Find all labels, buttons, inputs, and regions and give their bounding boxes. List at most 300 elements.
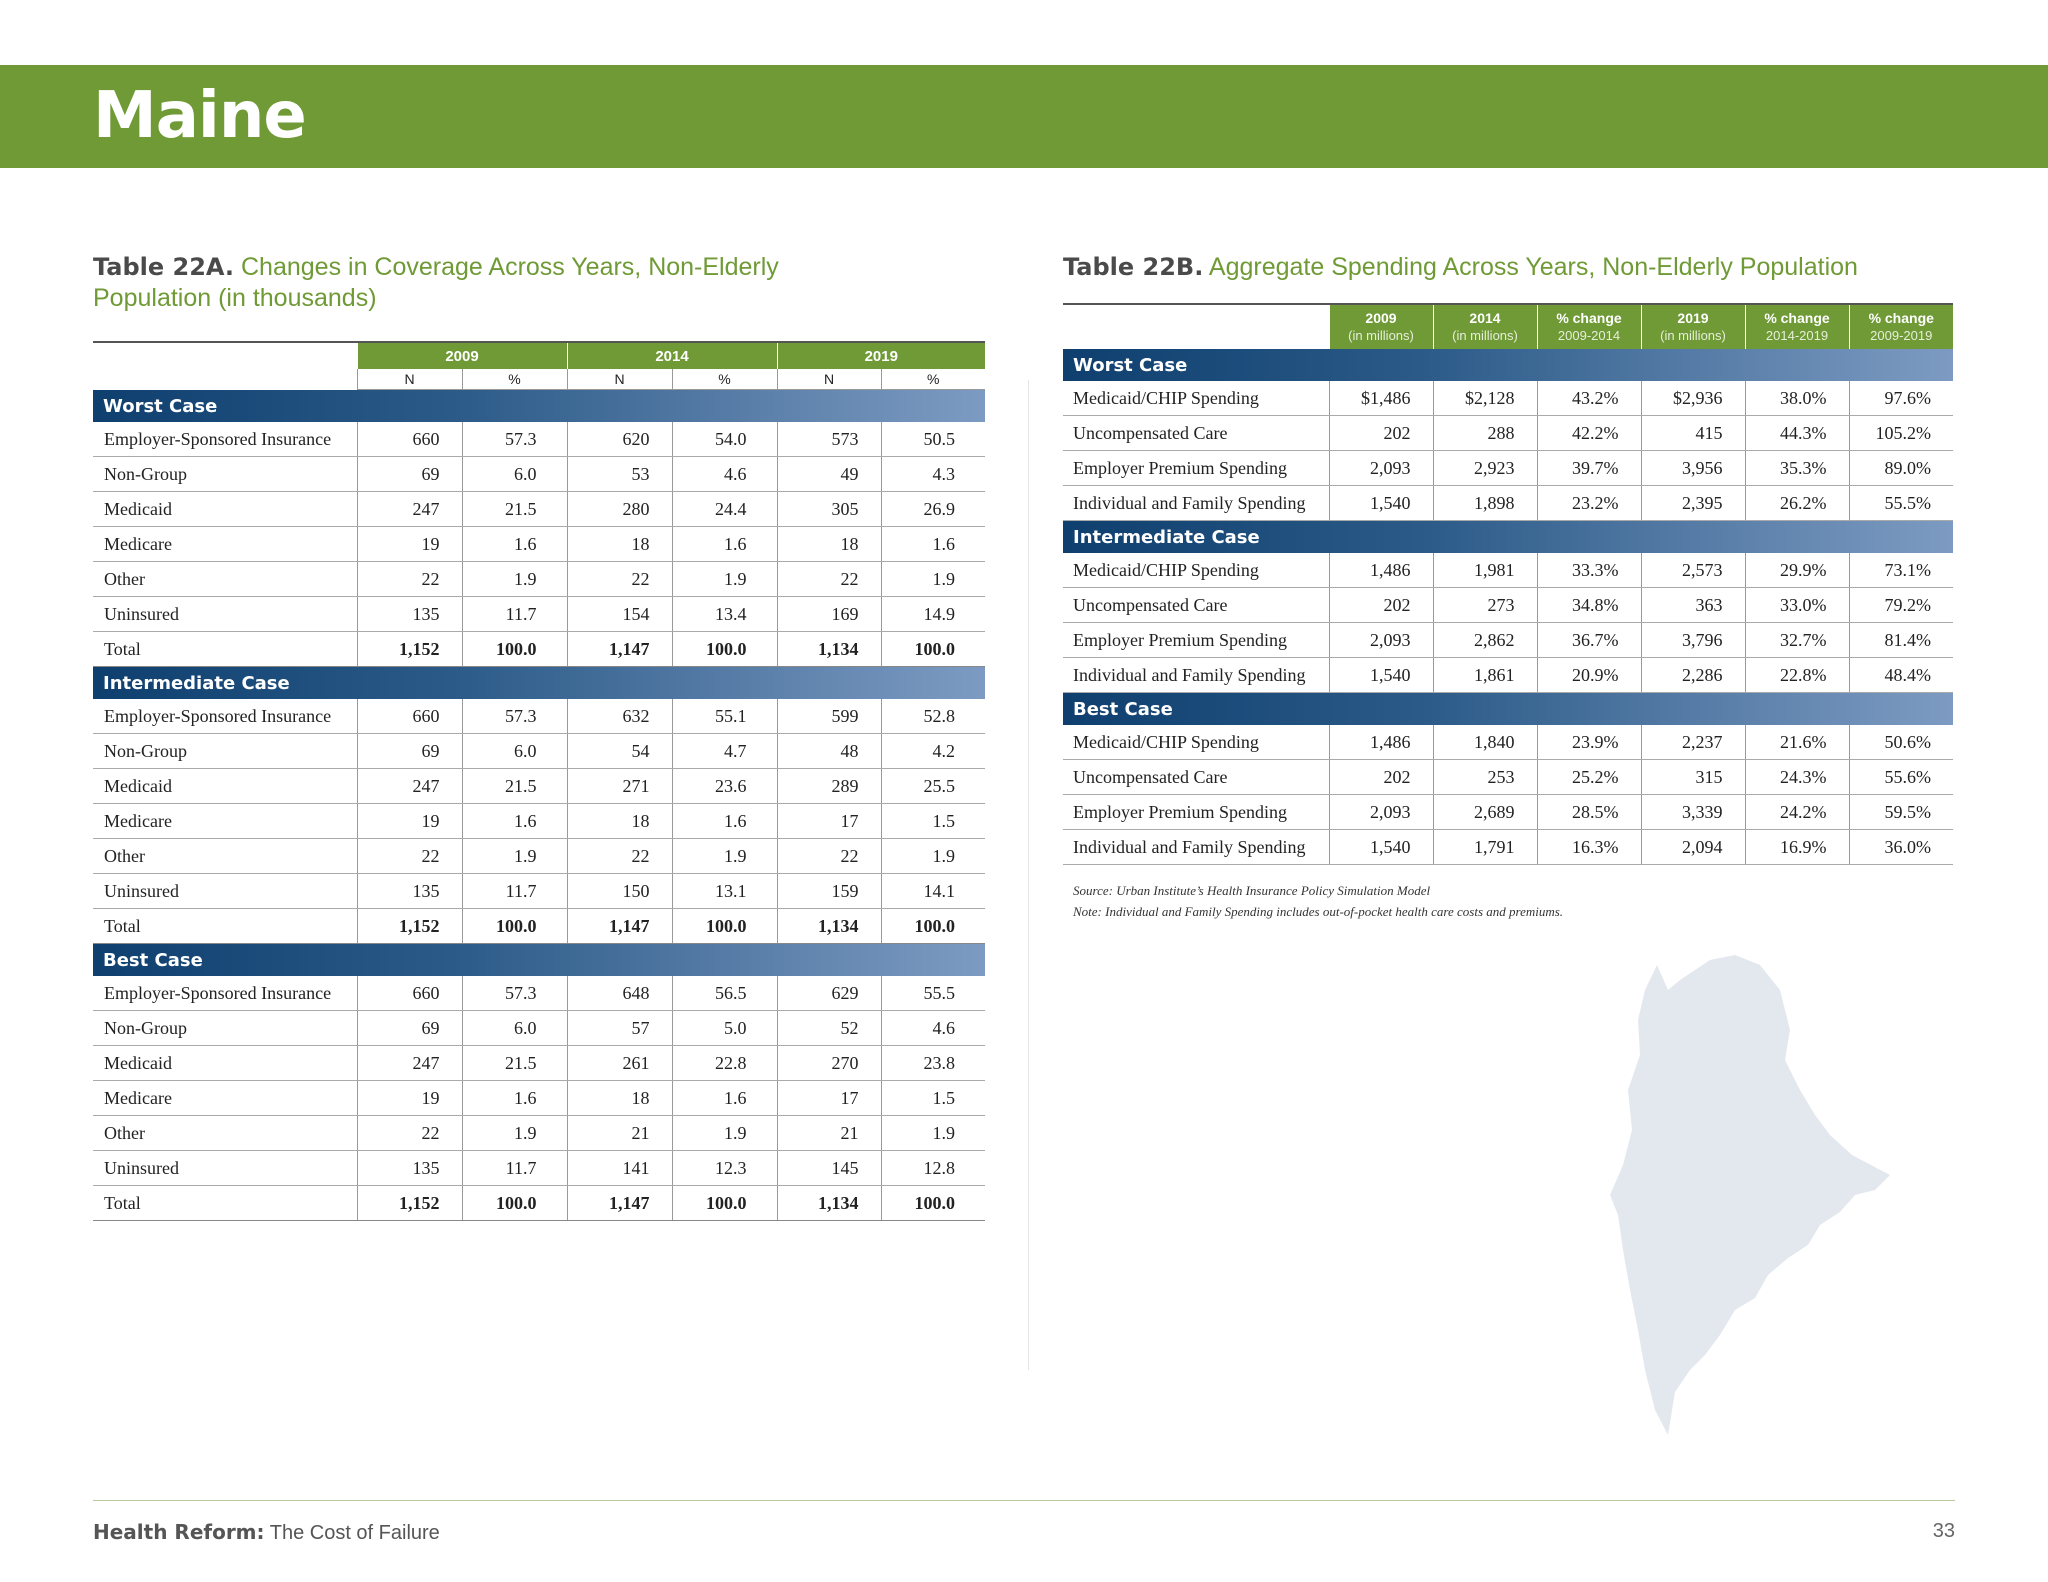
table-cell: 25.5: [881, 769, 985, 804]
table-cell: 2,093: [1329, 451, 1433, 486]
table-row: [93, 492, 985, 527]
column-header: [1329, 304, 1433, 349]
table-cell: 100.0: [881, 909, 985, 944]
table-cell: 1.5: [881, 1081, 985, 1116]
table-cell: 12.3: [672, 1151, 777, 1186]
footer-publication-rest: The Cost of Failure: [264, 1522, 440, 1544]
table-cell: 16.3%: [1537, 830, 1641, 865]
table-cell: 29.9%: [1745, 553, 1849, 588]
table-cell: 660: [357, 422, 462, 457]
table-cell: 13.1: [672, 874, 777, 909]
table-cell: 1.5: [881, 804, 985, 839]
column-header-line2: 2009-2019: [1870, 328, 1933, 343]
table-cell: 169: [777, 597, 881, 632]
table-cell: 1.9: [881, 839, 985, 874]
table-cell: 4.3: [881, 457, 985, 492]
table-cell: 2,237: [1641, 725, 1745, 760]
table-cell: 415: [1641, 416, 1745, 451]
table-cell: 1,861: [1433, 658, 1537, 693]
row-label: Non-Group: [93, 1011, 357, 1046]
table-row: [93, 457, 985, 492]
source-note: Source: Urban Institute’s Health Insurance Policy Simulation Model: [1073, 883, 1431, 898]
table-cell: 23.2%: [1537, 486, 1641, 521]
table-row: [1063, 725, 1953, 760]
table-cell: 22.8%: [1745, 658, 1849, 693]
table-cell: 135: [357, 874, 462, 909]
row-label: Medicaid/CHIP Spending: [1063, 725, 1329, 760]
table-cell: 573: [777, 422, 881, 457]
subheader-blank: [93, 369, 357, 390]
column-header: [1745, 304, 1849, 349]
year-header-row: [93, 342, 985, 369]
table-cell: 57: [567, 1011, 672, 1046]
table-cell: 22: [777, 562, 881, 597]
table-cell: 6.0: [462, 457, 567, 492]
table-cell: 28.5%: [1537, 795, 1641, 830]
table-row: [1063, 451, 1953, 486]
table-row: [1063, 623, 1953, 658]
table-row: [93, 1046, 985, 1081]
row-label: Non-Group: [93, 457, 357, 492]
table-cell: 599: [777, 699, 881, 734]
table-cell: 660: [357, 976, 462, 1011]
state-title: Maine: [93, 79, 306, 153]
table-cell: 1,540: [1329, 658, 1433, 693]
table-cell: 18: [567, 804, 672, 839]
case-header-row: [1063, 349, 1953, 381]
table-cell: 19: [357, 1081, 462, 1116]
table-cell: 315: [1641, 760, 1745, 795]
table-cell: 270: [777, 1046, 881, 1081]
table-cell: 39.7%: [1537, 451, 1641, 486]
table-cell: 69: [357, 734, 462, 769]
table-row: [93, 1116, 985, 1151]
table-row: [1063, 795, 1953, 830]
table-row: [93, 804, 985, 839]
table-cell: 100.0: [462, 1186, 567, 1221]
table-cell: 1,147: [567, 632, 672, 667]
table-cell: 52.8: [881, 699, 985, 734]
table-cell: 57.3: [462, 699, 567, 734]
table-cell: 97.6%: [1849, 381, 1953, 416]
table-cell: 17: [777, 804, 881, 839]
row-label: Total: [93, 632, 357, 667]
year-header: 2009: [357, 342, 567, 369]
row-label: Total: [93, 909, 357, 944]
table-cell: 52: [777, 1011, 881, 1046]
table-cell: 1.6: [462, 804, 567, 839]
table-cell: 16.9%: [1745, 830, 1849, 865]
table-cell: 11.7: [462, 1151, 567, 1186]
table-cell: 6.0: [462, 734, 567, 769]
row-label: Employer Premium Spending: [1063, 451, 1329, 486]
table-cell: 1,134: [777, 1186, 881, 1221]
table-cell: 21.5: [462, 1046, 567, 1081]
table-cell: 247: [357, 1046, 462, 1081]
table-cell: 202: [1329, 760, 1433, 795]
table-22a-caption: [93, 252, 873, 314]
table-cell: 1,134: [777, 632, 881, 667]
table-cell: 660: [357, 699, 462, 734]
table-cell: 26.2%: [1745, 486, 1849, 521]
table-cell: 32.7%: [1745, 623, 1849, 658]
table-cell: 1.9: [462, 839, 567, 874]
table-cell: $1,486: [1329, 381, 1433, 416]
table-row: [93, 976, 985, 1011]
table-cell: 34.8%: [1537, 588, 1641, 623]
table-cell: 1,898: [1433, 486, 1537, 521]
case-name: Best Case: [93, 944, 985, 977]
table-cell: 1,540: [1329, 830, 1433, 865]
table-row: [93, 422, 985, 457]
table-row: [93, 839, 985, 874]
table-cell: 2,923: [1433, 451, 1537, 486]
table-cell: 33.0%: [1745, 588, 1849, 623]
table-cell: 154: [567, 597, 672, 632]
table-row: [1063, 588, 1953, 623]
table-cell: 150: [567, 874, 672, 909]
table-row: [93, 699, 985, 734]
table-row: [93, 874, 985, 909]
table-cell: 81.4%: [1849, 623, 1953, 658]
table-cell: 3,796: [1641, 623, 1745, 658]
table-cell: 2,573: [1641, 553, 1745, 588]
table-cell: 23.9%: [1537, 725, 1641, 760]
table-cell: 21: [567, 1116, 672, 1151]
table-cell: 280: [567, 492, 672, 527]
table-cell: $2,128: [1433, 381, 1537, 416]
column-header-line2: 2009-2014: [1557, 328, 1621, 343]
table-cell: 22: [357, 562, 462, 597]
row-label: Medicare: [93, 527, 357, 562]
table-cell: 1,147: [567, 909, 672, 944]
table-cell: 18: [777, 527, 881, 562]
table-cell: 5.0: [672, 1011, 777, 1046]
table-cell: 11.7: [462, 597, 567, 632]
table-22a-label: Table 22A.: [93, 253, 235, 281]
table-cell: 1,791: [1433, 830, 1537, 865]
case-name: Worst Case: [93, 390, 985, 423]
table-cell: 22: [777, 839, 881, 874]
table-cell: 202: [1329, 588, 1433, 623]
footer-publication-bold: Health Reform:: [93, 1520, 265, 1544]
table-cell: 648: [567, 976, 672, 1011]
table-cell: 1.9: [672, 839, 777, 874]
table-cell: 54.0: [672, 422, 777, 457]
table-cell: 100.0: [881, 1186, 985, 1221]
table-row: [93, 1081, 985, 1116]
table-cell: 247: [357, 492, 462, 527]
column-header-line2: 2014-2019: [1765, 328, 1829, 343]
case-header-row: [93, 667, 985, 700]
table-row: [1063, 760, 1953, 795]
case-name: Intermediate Case: [1063, 521, 1953, 554]
row-label: Employer-Sponsored Insurance: [93, 699, 357, 734]
table-cell: 89.0%: [1849, 451, 1953, 486]
column-header-line1: 2019: [1677, 310, 1709, 326]
column-header-line1: % change: [1868, 310, 1934, 326]
table-cell: 141: [567, 1151, 672, 1186]
table-cell: 50.6%: [1849, 725, 1953, 760]
row-label: Medicaid/CHIP Spending: [1063, 553, 1329, 588]
header-blank: [93, 342, 357, 369]
column-header-line2: (in millions): [1660, 328, 1726, 343]
table-cell: 36.7%: [1537, 623, 1641, 658]
table-cell: 1,981: [1433, 553, 1537, 588]
table-cell: 261: [567, 1046, 672, 1081]
table-cell: 1.9: [462, 562, 567, 597]
table-cell: 35.3%: [1745, 451, 1849, 486]
column-header-line2: (in millions): [1452, 328, 1518, 343]
row-label: Uninsured: [93, 874, 357, 909]
table-cell: 48.4%: [1849, 658, 1953, 693]
table-cell: 43.2%: [1537, 381, 1641, 416]
table-cell: 1.9: [672, 1116, 777, 1151]
case-header-row: [93, 390, 985, 423]
table-cell: 44.3%: [1745, 416, 1849, 451]
table-row: [1063, 416, 1953, 451]
row-label: Employer Premium Spending: [1063, 623, 1329, 658]
column-header: [1433, 304, 1537, 349]
table-cell: 145: [777, 1151, 881, 1186]
table-cell: 288: [1433, 416, 1537, 451]
table-cell: 69: [357, 1011, 462, 1046]
table-cell: 33.3%: [1537, 553, 1641, 588]
row-label: Individual and Family Spending: [1063, 658, 1329, 693]
table-cell: 20.9%: [1537, 658, 1641, 693]
table-cell: 100.0: [672, 909, 777, 944]
table-cell: 620: [567, 422, 672, 457]
column-header: [1537, 304, 1641, 349]
column-header-line1: 2014: [1469, 310, 1501, 326]
table-cell: 1.6: [672, 527, 777, 562]
footer-rule: [93, 1500, 1955, 1501]
table-cell: 135: [357, 597, 462, 632]
row-label: Uncompensated Care: [1063, 588, 1329, 623]
table-cell: 1,152: [357, 632, 462, 667]
table-cell: 38.0%: [1745, 381, 1849, 416]
subheader-cell: %: [462, 369, 567, 390]
case-header-row: [93, 944, 985, 977]
table-cell: 57.3: [462, 422, 567, 457]
table-cell: 22: [357, 1116, 462, 1151]
table-cell: 2,286: [1641, 658, 1745, 693]
table-cell: 19: [357, 804, 462, 839]
table-cell: 22.8: [672, 1046, 777, 1081]
row-label: Employer-Sponsored Insurance: [93, 976, 357, 1011]
table-cell: 271: [567, 769, 672, 804]
table-cell: 1.6: [672, 804, 777, 839]
table-cell: 100.0: [672, 632, 777, 667]
table-cell: 2,093: [1329, 623, 1433, 658]
table-22b-caption: [1063, 252, 2003, 283]
table-cell: 22: [567, 562, 672, 597]
table-cell: 2,395: [1641, 486, 1745, 521]
row-label: Employer-Sponsored Insurance: [93, 422, 357, 457]
column-header-line1: 2009: [1365, 310, 1397, 326]
table-row: [93, 769, 985, 804]
table-row: [1063, 553, 1953, 588]
year-header: 2014: [567, 342, 777, 369]
table-cell: 50.5: [881, 422, 985, 457]
row-label: Uninsured: [93, 597, 357, 632]
row-label: Other: [93, 562, 357, 597]
coverage-table: [93, 341, 985, 1221]
table-cell: 247: [357, 769, 462, 804]
table-cell: 1.9: [881, 1116, 985, 1151]
table-cell: 1,540: [1329, 486, 1433, 521]
table-cell: 59.5%: [1849, 795, 1953, 830]
year-header: 2019: [777, 342, 985, 369]
header-blank: [1063, 304, 1329, 349]
case-header-row: [1063, 693, 1953, 726]
table-cell: 69: [357, 457, 462, 492]
subheader-cell: N: [777, 369, 881, 390]
table-cell: 4.2: [881, 734, 985, 769]
table-cell: 24.2%: [1745, 795, 1849, 830]
table-cell: 1,152: [357, 909, 462, 944]
column-header-line1: % change: [1764, 310, 1830, 326]
table-cell: 14.9: [881, 597, 985, 632]
table-cell: 135: [357, 1151, 462, 1186]
table-cell: 55.5%: [1849, 486, 1953, 521]
subheader-cell: %: [672, 369, 777, 390]
table-cell: 4.6: [881, 1011, 985, 1046]
table-22b-label: Table 22B.: [1063, 253, 1204, 281]
table-cell: 55.5: [881, 976, 985, 1011]
case-name: Best Case: [1063, 693, 1953, 726]
column-header: [1641, 304, 1745, 349]
table-row: [1063, 381, 1953, 416]
table-row: [93, 734, 985, 769]
table-cell: 55.6%: [1849, 760, 1953, 795]
row-label: Medicaid: [93, 769, 357, 804]
table-cell: 100.0: [672, 1186, 777, 1221]
table-cell: 18: [567, 1081, 672, 1116]
table-row: [93, 1186, 985, 1221]
case-name: Intermediate Case: [93, 667, 985, 700]
table-cell: 11.7: [462, 874, 567, 909]
column-divider: [1028, 380, 1029, 1370]
case-name: Worst Case: [1063, 349, 1953, 381]
table-cell: 159: [777, 874, 881, 909]
table-cell: 14.1: [881, 874, 985, 909]
table-cell: 55.1: [672, 699, 777, 734]
table-cell: 202: [1329, 416, 1433, 451]
table-cell: 6.0: [462, 1011, 567, 1046]
page-number: 33: [1932, 1520, 1955, 1542]
table-cell: 13.4: [672, 597, 777, 632]
maine-map-icon: [1570, 950, 1900, 1440]
table-cell: 632: [567, 699, 672, 734]
table-cell: 56.5: [672, 976, 777, 1011]
row-label: Employer Premium Spending: [1063, 795, 1329, 830]
table-cell: 79.2%: [1849, 588, 1953, 623]
footer-publication: [93, 1520, 440, 1545]
table-cell: 21.5: [462, 492, 567, 527]
table-cell: 73.1%: [1849, 553, 1953, 588]
table-row: [93, 562, 985, 597]
maine-shape: [1610, 955, 1890, 1435]
table-cell: 57.3: [462, 976, 567, 1011]
table-row: [1063, 486, 1953, 521]
column-header: [1849, 304, 1953, 349]
row-label: Other: [93, 1116, 357, 1151]
table-cell: 53: [567, 457, 672, 492]
table-cell: 1.9: [462, 1116, 567, 1151]
table-cell: 4.6: [672, 457, 777, 492]
row-label: Medicare: [93, 804, 357, 839]
subheader-row: [93, 369, 985, 390]
table-cell: 2,689: [1433, 795, 1537, 830]
table-cell: 21.6%: [1745, 725, 1849, 760]
table-cell: 1.9: [881, 562, 985, 597]
table-cell: 1,147: [567, 1186, 672, 1221]
table-cell: 22: [357, 839, 462, 874]
subheader-cell: N: [357, 369, 462, 390]
table-cell: 253: [1433, 760, 1537, 795]
table-cell: $2,936: [1641, 381, 1745, 416]
table-cell: 1.6: [881, 527, 985, 562]
column-header-line2: (in millions): [1348, 328, 1414, 343]
table-cell: 1,840: [1433, 725, 1537, 760]
table-cell: 273: [1433, 588, 1537, 623]
table-cell: 3,956: [1641, 451, 1745, 486]
table-cell: 100.0: [881, 632, 985, 667]
table-cell: 23.8: [881, 1046, 985, 1081]
subheader-cell: %: [881, 369, 985, 390]
table-cell: 1.6: [462, 1081, 567, 1116]
table-cell: 18: [567, 527, 672, 562]
table-cell: 26.9: [881, 492, 985, 527]
table-cell: 1.6: [462, 527, 567, 562]
table-cell: 49: [777, 457, 881, 492]
spending-note: Note: Individual and Family Spending includes out-of-pocket health care costs and premiums.: [1073, 904, 1564, 919]
table-row: [1063, 830, 1953, 865]
row-label: Medicaid: [93, 1046, 357, 1081]
table-cell: 105.2%: [1849, 416, 1953, 451]
table-cell: 305: [777, 492, 881, 527]
table-row: [93, 527, 985, 562]
table-notes: [1073, 880, 1563, 922]
table-cell: 12.8: [881, 1151, 985, 1186]
table-cell: 1,486: [1329, 553, 1433, 588]
table-cell: 42.2%: [1537, 416, 1641, 451]
table-cell: 1,486: [1329, 725, 1433, 760]
table-cell: 25.2%: [1537, 760, 1641, 795]
table-cell: 100.0: [462, 632, 567, 667]
table-cell: 22: [567, 839, 672, 874]
table-cell: 24.4: [672, 492, 777, 527]
row-label: Uninsured: [93, 1151, 357, 1186]
row-label: Other: [93, 839, 357, 874]
case-header-row: [1063, 521, 1953, 554]
table-cell: 4.7: [672, 734, 777, 769]
table-cell: 1,134: [777, 909, 881, 944]
column-header-row: [1063, 304, 1953, 349]
table-cell: 48: [777, 734, 881, 769]
table-row: [93, 597, 985, 632]
table-row: [1063, 658, 1953, 693]
table-cell: 3,339: [1641, 795, 1745, 830]
table-cell: 21: [777, 1116, 881, 1151]
row-label: Non-Group: [93, 734, 357, 769]
table-22b-title: Aggregate Spending Across Years, Non-Elderly Population: [1208, 253, 1858, 281]
table-cell: 54: [567, 734, 672, 769]
row-label: Total: [93, 1186, 357, 1221]
row-label: Uncompensated Care: [1063, 416, 1329, 451]
table-cell: 36.0%: [1849, 830, 1953, 865]
